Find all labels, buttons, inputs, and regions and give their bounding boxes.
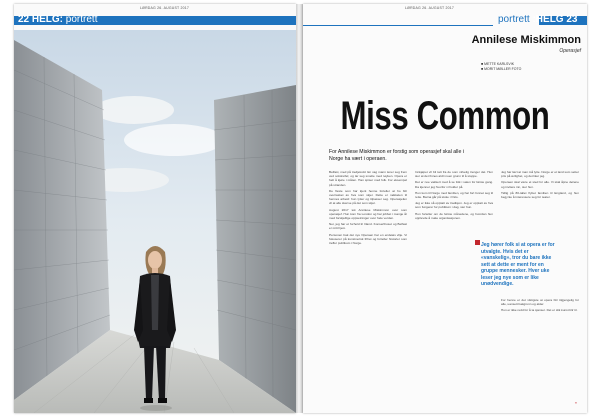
pull-quote: Jeg hører folk si at opera er for utvalgte. Hvis det er «vanskelig», tror du bare ikke sett at dette er ment for en gruppe mennesker. Hver uke leser jeg nye som er like unødvendige. — [481, 242, 555, 287]
right-section: :HELG — [532, 14, 564, 25]
paragraph: Personen bak det nye Operaen har en endeløs vilje. Vi fokuserer på kunstnerisk frihet og forteller historier som treffer publikum i Norge. — [329, 232, 407, 246]
paragraph: De fleste som har kjent henne forteller at ho blir overrasket av hva som skjer. Dette er nøkkelen til hennes arbeid: hun lytter og tilpasser seg. Operasjefen vil at alle skal se på det som skjer. — [329, 188, 407, 206]
byline-writer: ■ METTE KARLSVIK — [481, 62, 515, 66]
paragraph: Hun kom til Norge med familien, og har fort funnet seg til rette. Barna går på skole i Oslo. — [415, 190, 493, 200]
person-name: Annilese Miskimmon — [471, 34, 581, 46]
portrait-photo — [14, 30, 296, 413]
article-column-3b — [501, 298, 579, 408]
paragraph: Hun forteller om de første månedene, og hvordan hun opplevde å møte organisasjonen. — [415, 211, 493, 220]
left-subsection: portrett — [65, 14, 98, 25]
paragraph: For henne er det viktigste at opera blir tilgjengelig for alle, uansett bakgrunn og alder. — [501, 298, 579, 307]
byline-photographer: ■ MORIT MØLLER FOTO — [481, 66, 522, 71]
right-topline: LØRDAG 26. AUGUST 2017 — [405, 6, 455, 10]
paragraph: Innkjøpet vil bli tatt fra de som virkelig trenger det. Hun sier at det finnes aldri noen grunn til å stoppe. — [415, 170, 493, 179]
article-body — [329, 170, 579, 408]
paragraph: Nei, jeg har et forhold til Irland. Konserthuset og Belfast er mitt hjem. — [329, 222, 407, 231]
page-gutter — [296, 4, 303, 413]
paragraph: August 2017 tok Annilese Miskimmon over som operasjef. Hun kom fra London og har jobbet i mange år med forskjellige oppsetninger over hele verden. — [329, 207, 407, 221]
left-section: HELG: — [31, 14, 64, 25]
paragraph: Jeg har lært at man må lytte. Norge er et land som setter pris på ærlighet, og det liker jeg. — [501, 170, 579, 179]
left-page-number: 22 — [18, 14, 30, 25]
ingress: For Annilese Miskimmon er forstig som operasjef skal alle i Norge ha vært i operaen. — [329, 149, 464, 162]
end-mark: » — [574, 400, 577, 405]
paragraph: Jeg er ikke så opptatt av tradisjon. Jeg er opptatt av hva som fungerer for publikum i dag, sier hun. — [415, 201, 493, 210]
paragraph: Hun er ikke redd for å ta sjanser. Det er slik kunst blir til. — [501, 308, 578, 313]
article-column-3 — [501, 170, 579, 238]
person-role: Operasjef — [559, 48, 581, 54]
left-topline: LØRDAG 26. AUGUST 2017 — [140, 6, 190, 10]
right-header — [498, 14, 577, 26]
paragraph: Det er noe vakkert med å se folk i salen for første gang. Da kjenner jeg hvorfor vi holder på. — [415, 180, 493, 189]
right-page — [303, 4, 587, 413]
left-page — [14, 4, 296, 413]
right-header-rule — [303, 16, 493, 26]
article-column-1 — [329, 170, 407, 408]
paragraph: Belfast, med på tredjelodd. En vag mann lener seg frem ved solstreifet; og lar seg smelte med røyken. Opera er helt å kjøre i måten. Han spiser med folk. For eksempel på stranden. — [329, 170, 407, 187]
headline: Miss Common — [340, 94, 550, 138]
left-header — [18, 14, 97, 26]
photo-illustration — [14, 30, 296, 413]
right-page-number: 23 — [566, 14, 578, 25]
byline — [481, 62, 521, 71]
right-subsection: portrett — [498, 14, 530, 25]
quote-marker-icon — [475, 240, 480, 245]
article-column-2 — [415, 170, 493, 408]
paragraph: Operaen skal være et sted for alle. Vi skal åpne dørene og invitere inn, sier hun. — [501, 180, 579, 189]
paragraph: Tidlig på 80-tallet flyttet familien til England, og hun begynte å interessere seg for teater. — [501, 190, 579, 200]
